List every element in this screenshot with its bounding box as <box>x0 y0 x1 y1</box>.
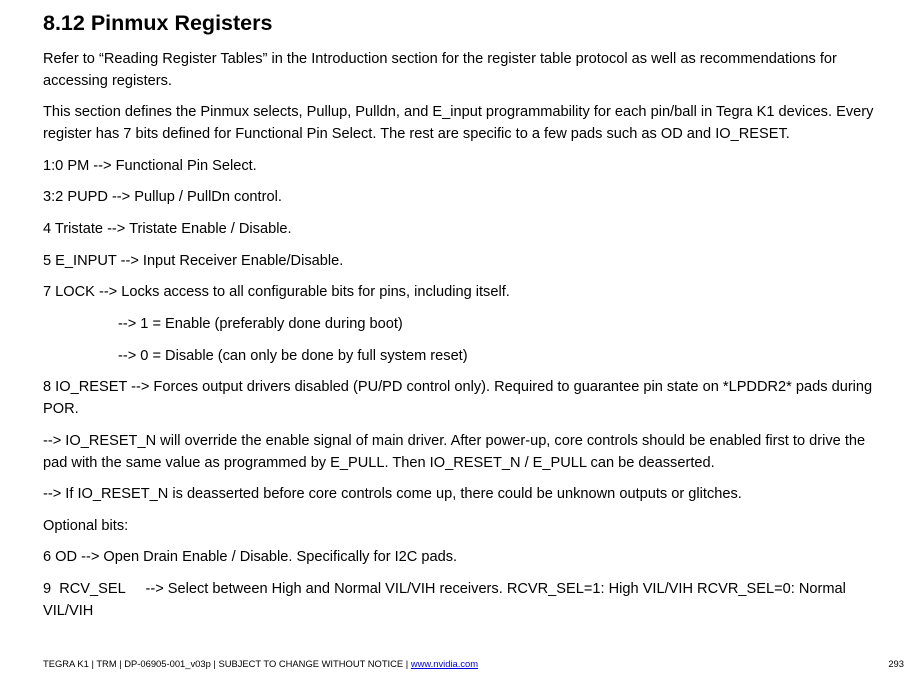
bit-tristate: 4 Tristate --> Tristate Enable / Disable. <box>43 221 292 237</box>
lock-disable-note: --> 0 = Disable (can only be done by full system reset) <box>118 348 468 364</box>
footer-text: TEGRA K1 | TRM | DP-06905-001_v03p | SUBJECT TO CHANGE WITHOUT NOTICE | <box>43 658 411 669</box>
io-reset-n-warning: --> If IO_RESET_N is deasserted before core controls come up, there could be unknown outputs or glitches. <box>43 486 742 502</box>
bit-io-reset: 8 IO_RESET --> Forces output drivers disabled (PU/PD control only). Required to guarantee pin state on *LPDDR2* pads during POR. <box>43 379 873 417</box>
paragraph-intro: Refer to “Reading Register Tables” in the Introduction section for the register table protocol as well as recommendations for accessing registers. <box>43 51 837 89</box>
bit-e-input: 5 E_INPUT --> Input Receiver Enable/Disable. <box>43 253 344 269</box>
paragraph-section-overview: This section defines the Pinmux selects, Pullup, Pulldn, and E_input programmability for each pin/ball in Tegra K1 devices. Every register has 7 bits defined for Functional Pin Select. The rest are specific to a few pads such as OD and IO_RESET. <box>43 104 874 142</box>
bit-pm: 1:0 PM --> Functional Pin Select. <box>43 158 257 174</box>
bit-od: 6 OD --> Open Drain Enable / Disable. Specifically for I2C pads. <box>43 549 458 565</box>
footer <box>43 658 478 669</box>
section-heading: 8.12 Pinmux Registers <box>43 11 273 35</box>
bit-lock: 7 LOCK --> Locks access to all configurable bits for pins, including itself. <box>43 284 510 300</box>
footer-link[interactable]: www.nvidia.com <box>410 658 479 669</box>
bit-pupd: 3:2 PUPD --> Pullup / PullDn control. <box>43 189 282 205</box>
optional-bits-label: Optional bits: <box>43 518 129 534</box>
page-number: 293 <box>888 658 904 669</box>
bit-rcv-sel: 9 RCV_SEL --> Select between High and Normal VIL/VIH receivers. RCVR_SEL=1: High VIL/VIH RCVR_SEL=0: Normal VIL/VIH <box>43 581 850 619</box>
lock-enable-note: --> 1 = Enable (preferably done during boot) <box>118 316 403 332</box>
io-reset-n-note: --> IO_RESET_N will override the enable signal of main driver. After power-up, core controls should be enabled first to drive the pad with the same value as programmed by E_PULL. Then IO_RESET_N / E_PULL can be deasserted. <box>43 433 866 471</box>
